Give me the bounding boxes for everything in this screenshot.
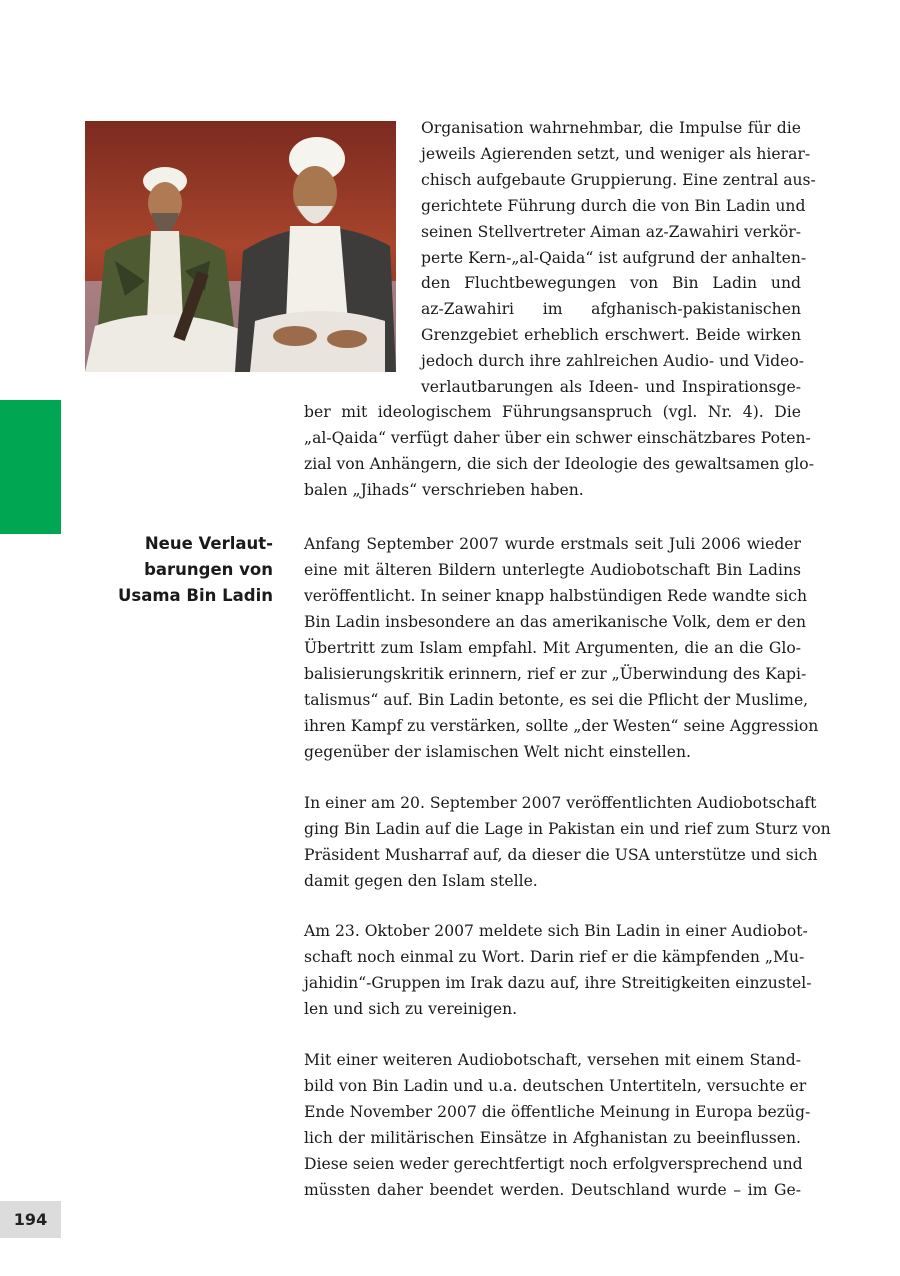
text-line: gerichtete Führung durch die von Bin Ladin und	[421, 196, 806, 215]
paragraph-2	[304, 790, 831, 894]
text-line: Bin Ladin insbesondere an das amerikanische Volk, dem er den	[304, 613, 807, 631]
text-line: damit gegen den Islam stelle.	[304, 872, 538, 890]
paragraph-4	[304, 1047, 811, 1203]
page-number: 194	[0, 1201, 61, 1238]
text-line: jahidin“-Gruppen im Irak dazu auf, ihre Streitigkeiten einzustel-	[304, 974, 812, 992]
text-line: Ende November 2007 die öffentliche Meinung in Europa bezüg-	[304, 1103, 811, 1121]
text-line: Übertritt zum Islam empfahl. Mit Argumenten, die an die Glo-	[304, 639, 801, 657]
text-line: müssten daher beendet werden. Deutschland wurde – im Ge-	[304, 1181, 801, 1199]
sidebar-heading-line: Neue Verlaut-	[144, 534, 273, 553]
text-line: len und sich zu vereinigen.	[304, 1000, 518, 1018]
text-line: Mit einer weiteren Audiobotschaft, versehen mit einem Stand-	[304, 1051, 801, 1069]
section-color-tab	[0, 400, 61, 534]
photo	[85, 121, 396, 372]
text-line: den Fluchtbewegungen von Bin Ladin und	[421, 274, 801, 293]
intro-text-wide	[304, 400, 814, 504]
text-line: Anfang September 2007 wurde erstmals seit Juli 2006 wieder	[304, 535, 801, 553]
paragraph-3	[304, 918, 812, 1022]
text-line: zial von Anhängern, die sich der Ideologie des gewaltsamen glo-	[304, 454, 814, 473]
text-line: ber mit ideologischem Führungsanspruch (vgl. Nr. 4). Die	[304, 403, 801, 421]
text-line: bild von Bin Ladin und u.a. deutschen Untertiteln, versuchte er	[304, 1077, 807, 1095]
sidebar-heading-line: Usama Bin Ladin	[117, 586, 273, 605]
text-line: jeweils Agierenden setzt, und weniger als hierar-	[421, 144, 811, 163]
text-line: Diese seien weder gerechtfertigt noch erfolgversprechend und	[304, 1155, 803, 1173]
text-line: schaft noch einmal zu Wort. Darin rief er die kämpfenden „Mu-	[304, 948, 805, 966]
text-line: balisierungskritik erinnern, rief er zur „Überwindung des Kapi-	[304, 665, 807, 683]
text-line: Präsident Musharraf auf, da dieser die USA unterstütze und sich	[304, 846, 818, 864]
text-line: In einer am 20. September 2007 veröffentlichten Audiobotschaft	[304, 794, 817, 812]
text-line: „al-Qaida“ verfügt daher über ein schwer einschätzbares Poten-	[304, 428, 811, 447]
text-line: ihren Kampf zu verstärken, sollte „der Westen“ seine Aggression	[304, 717, 819, 735]
text-line: Am 23. Oktober 2007 meldete sich Bin Ladin in einer Audiobot-	[304, 922, 808, 940]
text-line: talismus“ auf. Bin Ladin betonte, es sei die Pflicht der Muslime,	[304, 691, 809, 709]
text-line: verlautbarungen als Ideen- und Inspirationsge-	[421, 378, 801, 397]
text-line: az-Zawahiri im afghanisch-pakistanischen	[421, 300, 801, 319]
text-line: balen „Jihads“ verschrieben haben.	[304, 480, 584, 499]
intro-text-narrow	[421, 116, 816, 401]
text-line: chisch aufgebaute Gruppierung. Eine zentral aus-	[421, 170, 816, 189]
text-line: Grenzgebiet erheblich erschwert. Beide wirken	[421, 326, 801, 345]
sidebar-heading	[100, 531, 273, 609]
text-line: veröffentlicht. In seiner knapp halbstündigen Rede wandte sich	[304, 587, 808, 605]
text-line: gegenüber der islamischen Welt nicht einstellen.	[304, 743, 691, 761]
text-line: perte Kern-„al-Qaida“ ist aufgrund der anhalten-	[421, 248, 807, 267]
text-line: eine mit älteren Bildern unterlegte Audiobotschaft Bin Ladins	[304, 561, 801, 579]
text-line: lich der militärischen Einsätze in Afghanistan zu beeinflussen.	[304, 1129, 801, 1147]
text-line: seinen Stellvertreter Aiman az-Zawahiri verkör-	[421, 222, 801, 241]
text-line: Organisation wahrnehmbar, die Impulse für die	[421, 119, 801, 137]
photo-two-men-illustration	[85, 121, 396, 372]
sidebar-heading-line: barungen von	[144, 560, 273, 579]
text-line: jedoch durch ihre zahlreichen Audio- und Video-	[421, 352, 805, 371]
text-line: ging Bin Ladin auf die Lage in Pakistan ein und rief zum Sturz von	[304, 820, 831, 838]
paragraph-1	[304, 531, 819, 765]
